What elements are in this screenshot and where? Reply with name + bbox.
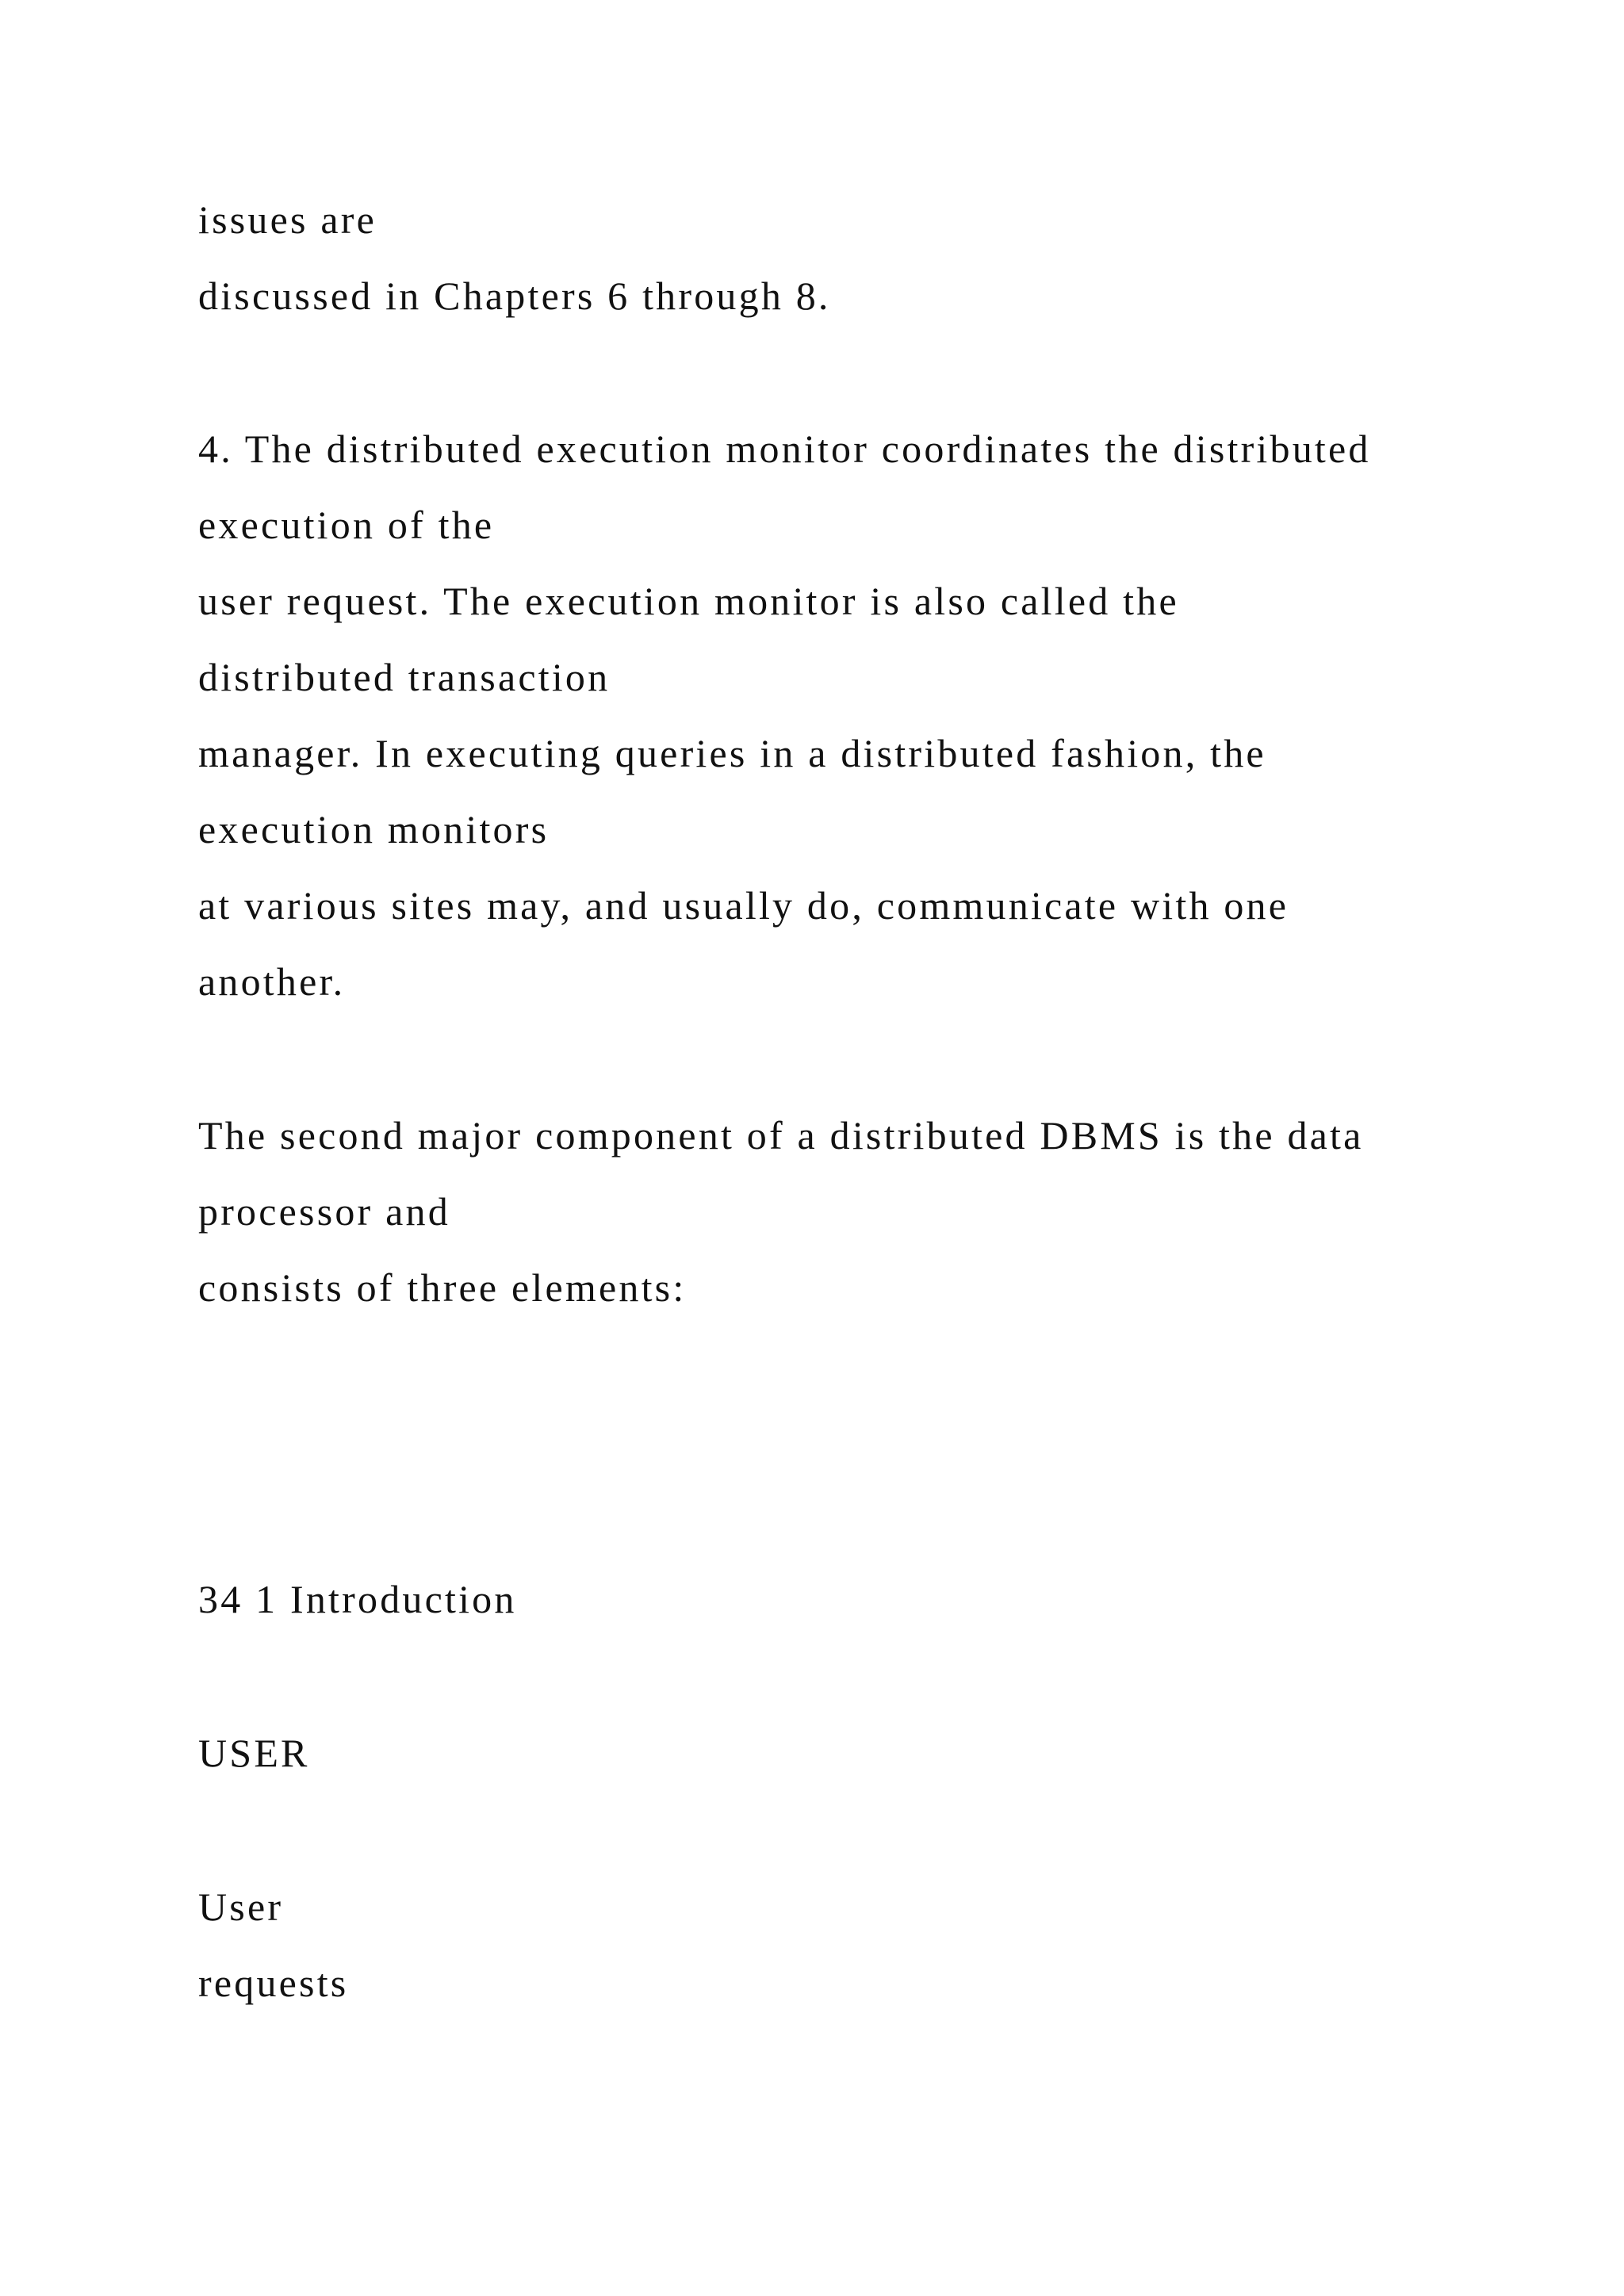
running-header: 34 1 Introduction (198, 1577, 517, 1621)
text-line: 4. The distributed execution monitor coordinates the distributed (198, 427, 1371, 471)
figure-label-user-requests: User (198, 1885, 284, 1929)
text-line: at various sites may, and usually do, communicate with one (198, 883, 1289, 928)
text-line: another. (198, 959, 346, 1004)
text-line: issues are (198, 197, 377, 242)
text-line: The second major component of a distributed DBMS is the data (198, 1113, 1364, 1158)
text-line: execution monitors (198, 807, 550, 851)
text-line: processor and (198, 1189, 450, 1234)
text-line: distributed transaction (198, 655, 611, 699)
figure-label-user: USER (198, 1731, 310, 1775)
text-line: manager. In executing queries in a distributed fashion, the (198, 731, 1266, 775)
text-line: user request. The execution monitor is also called the (198, 579, 1179, 623)
text-line: consists of three elements: (198, 1265, 687, 1310)
figure-label-user-requests: requests (198, 1961, 349, 2005)
text-line: execution of the (198, 503, 495, 547)
text-line: discussed in Chapters 6 through 8. (198, 274, 831, 318)
